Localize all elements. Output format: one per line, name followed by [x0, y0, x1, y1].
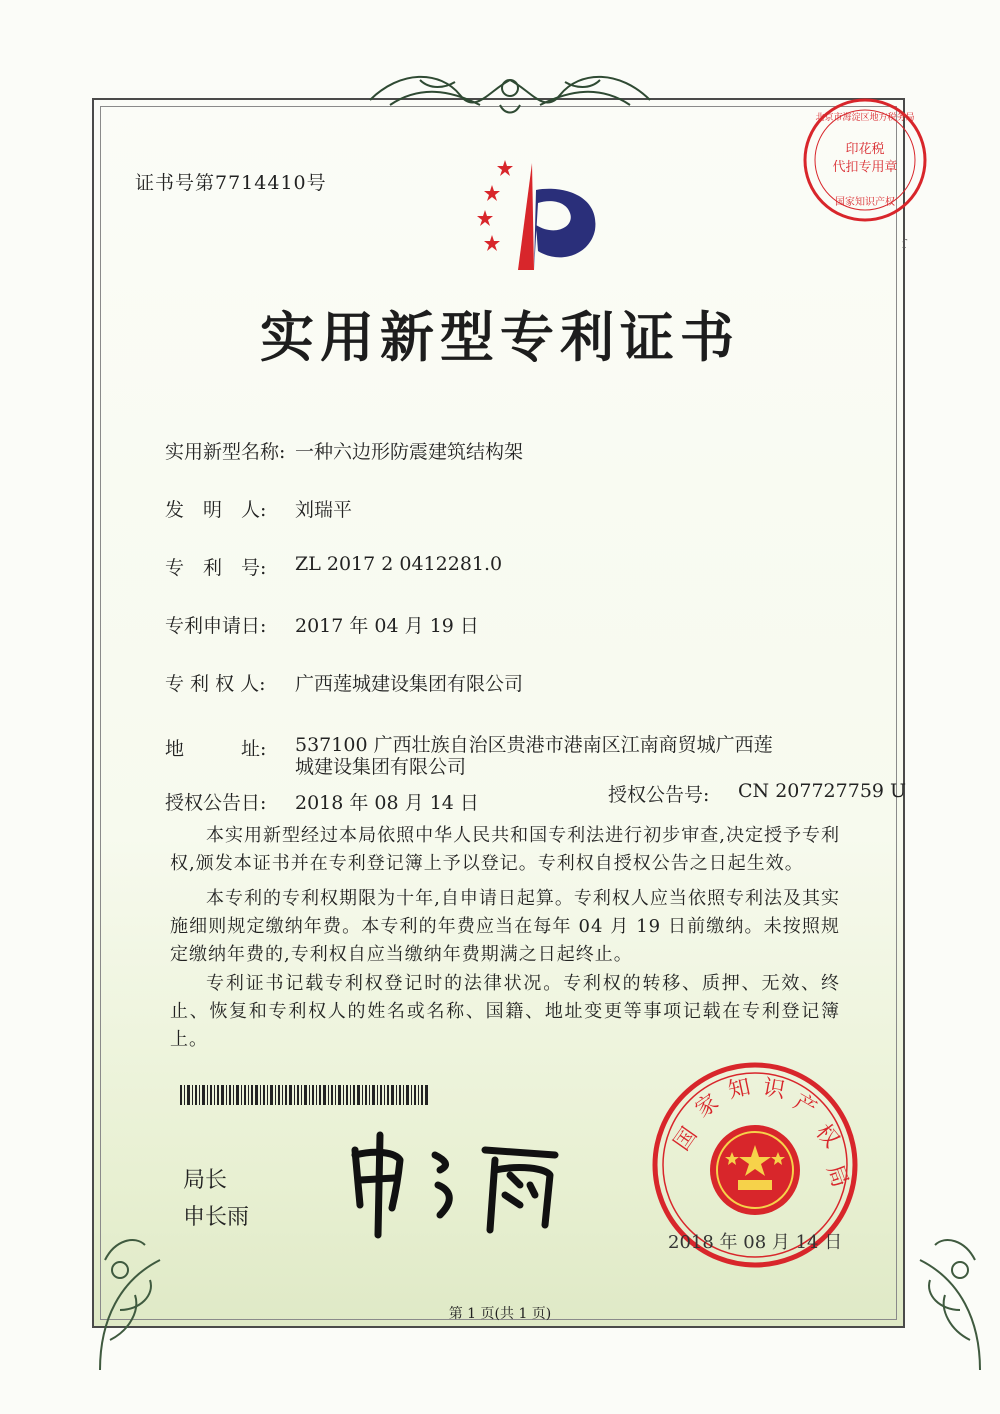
svg-text:产: 产 — [789, 1089, 821, 1123]
top-ornament-icon — [360, 60, 660, 130]
svg-text:北京市海淀区地方税务局: 北京市海淀区地方税务局 — [815, 113, 915, 123]
utility-model-name-value: 一种六边形防震建筑结构架 — [295, 441, 524, 463]
address-value: 537100 广西壮族自治区贵港市港南区江南商贸城广西莲城建设集团有限公司 — [295, 734, 773, 778]
tax-seal-icon — [800, 95, 930, 225]
svg-text:知: 知 — [726, 1074, 753, 1104]
certificate-title: 实用新型专利证书 — [260, 305, 740, 369]
address-label: 地 址: — [165, 738, 267, 760]
director-title: 局长 — [183, 1168, 228, 1193]
patent-number-label: 专 利 号: — [165, 557, 267, 579]
grant-number-value: CN 207727759 U — [738, 780, 907, 802]
grant-date-value: 2018 年 08 月 14 日 — [295, 792, 479, 814]
inventor-label: 发 明 人: — [165, 499, 267, 521]
small-mark: ſ — [902, 237, 907, 251]
svg-text:局: 局 — [821, 1161, 853, 1191]
barcode — [180, 1085, 430, 1105]
grant-number-label: 授权公告号: — [608, 784, 710, 806]
filing-date-value: 2017 年 04 月 19 日 — [295, 615, 479, 637]
svg-text:国家知识产权: 国家知识产权 — [835, 197, 895, 208]
certificate-number: 证书号第7714410号 — [135, 172, 327, 194]
inventor-value: 刘瑞平 — [295, 499, 353, 521]
bottom-right-ornament-icon — [880, 1200, 1000, 1380]
svg-text:权: 权 — [810, 1119, 844, 1153]
signature-image — [340, 1130, 570, 1240]
svg-text:国: 国 — [669, 1123, 703, 1156]
patent-number-value: ZL 2017 2 0412281.0 — [295, 553, 503, 575]
svg-text:代扣专用章: 代扣专用章 — [832, 160, 898, 175]
paragraph-grant: 本实用新型经过本局依照中华人民共和国专利法进行初步审查,决定授予专利权,颁发本证书并在专利登记簿上予以登记。专利权自授权公告之日起生效。 — [170, 825, 840, 874]
svg-text:印花税: 印花税 — [845, 142, 885, 157]
page-number: 第 1 页(共 1 页) — [448, 1306, 552, 1322]
svg-text:家: 家 — [691, 1089, 724, 1123]
issue-date: 2018 年 08 月 14 日 — [668, 1232, 843, 1253]
patentee-value: 广西莲城建设集团有限公司 — [295, 673, 524, 695]
svg-text:识: 识 — [760, 1075, 787, 1104]
paragraph-legal-status: 专利证书记载专利权登记时的法律状况。专利权的转移、质押、无效、终止、恢复和专利权人的姓名或名称、国籍、地址变更等事项记载在专利登记簿上。 — [170, 973, 840, 1050]
paragraph-term: 本专利的专利权期限为十年,自申请日起算。专利权人应当依照专利法及其实施细则规定缴纳年费。本专利的年费应当在每年 04 月 19 日前缴纳。未按照规定缴纳年费的,专利权自应当缴纳年费期满之日起终止。 — [170, 888, 840, 965]
patent-office-logo-icon — [450, 155, 610, 275]
patentee-label: 专 利 权 人: — [165, 673, 266, 695]
grant-date-label: 授权公告日: — [165, 792, 267, 814]
filing-date-label: 专利申请日: — [165, 615, 267, 637]
bottom-left-ornament-icon — [80, 1200, 200, 1380]
utility-model-name-label: 实用新型名称: — [165, 441, 286, 463]
director-name: 申长雨 — [183, 1205, 250, 1230]
